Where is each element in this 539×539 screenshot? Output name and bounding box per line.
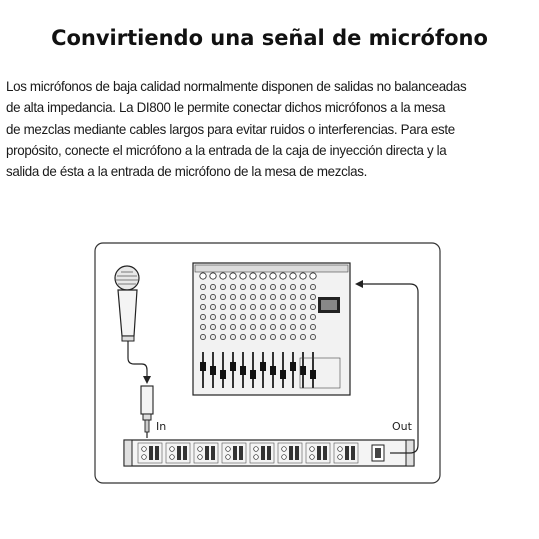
out-label: Out xyxy=(392,420,412,433)
mic-cable xyxy=(128,341,147,380)
paragraph-line: propósito, conecte el micrófono a la entrada de la caja de inyección directa y la xyxy=(6,141,447,158)
paragraph-line: Los micrófonos de baja calidad normalmente disponen de salidas no balanceadas xyxy=(6,78,467,94)
microphone-icon xyxy=(115,266,139,341)
page-title: Convirtiendo una señal de micrófono xyxy=(51,26,488,50)
mixing-console xyxy=(193,263,350,395)
di-box-rack-unit xyxy=(124,440,414,466)
paragraph-line: de mezclas mediante cables largos para evitar ruidos o interferencias. Para este xyxy=(6,120,455,137)
paragraph-line: salida de ésta a la entrada de micrófono de la mesa de mezclas. xyxy=(6,163,367,180)
jack-plug-icon xyxy=(141,386,153,438)
paragraph-line: de alta impedancia. La DI800 le permite conectar dichos micrófonos a la mesa xyxy=(6,99,446,116)
in-label: In xyxy=(156,420,167,433)
arrow-left-icon xyxy=(355,280,363,288)
arrow-down-icon xyxy=(143,376,151,384)
